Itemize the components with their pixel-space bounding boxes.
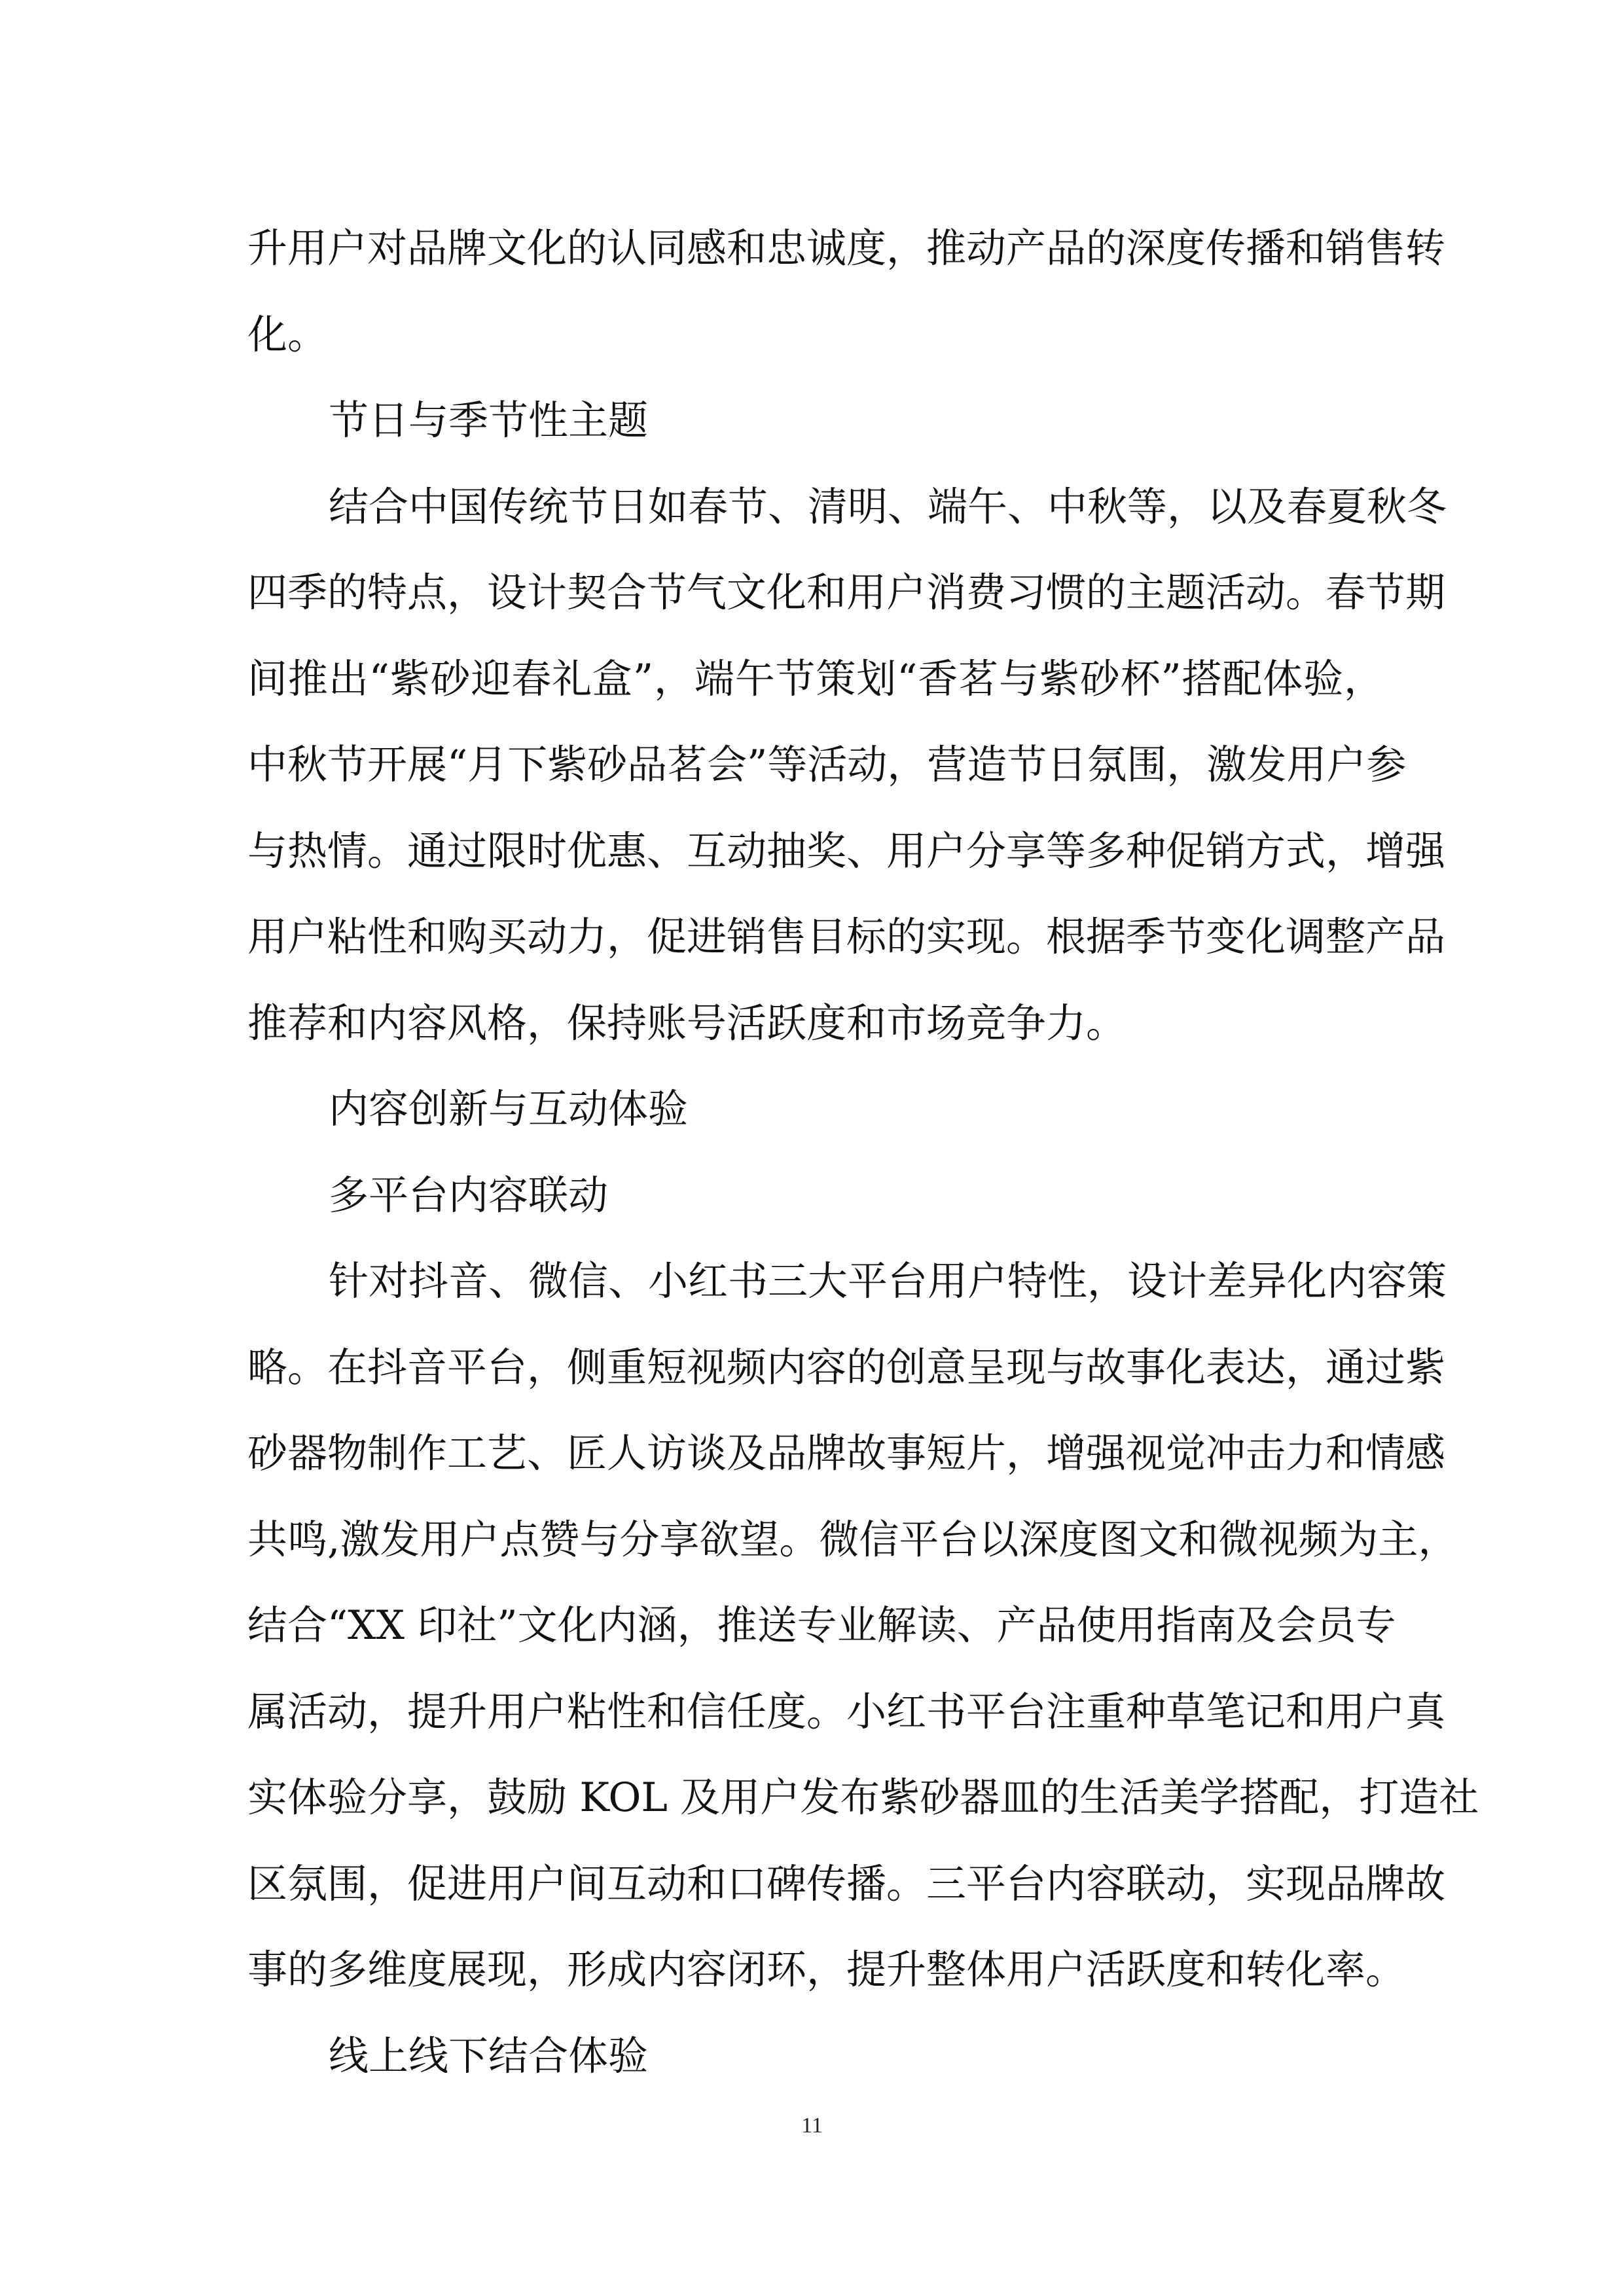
- text-line: 共鸣,激发用户点赞与分享欲望。微信平台以深度图文和微视频为主，: [247, 1516, 1458, 1563]
- text-line: 属活动，提升用户粘性和信任度。小红书平台注重种草笔记和用户真: [247, 1688, 1446, 1735]
- text-line: 升用户对品牌文化的认同感和忠诚度，推动产品的深度传播和销售转: [247, 225, 1446, 272]
- text-line: 针对抖音、微信、小红书三大平台用户特性，设计差异化内容策: [329, 1258, 1447, 1304]
- subsection-heading: 多平台内容联动: [329, 1172, 609, 1219]
- text-line: 事的多维度展现，形成内容闭环，提升整体用户活跃度和转化率。: [247, 1946, 1406, 1993]
- text-line: 间推出“紫砂迎春礼盒”，端午节策划“香茗与紫砂杯”搭配体验，: [247, 655, 1384, 702]
- text-line: 砂器物制作工艺、匠人访谈及品牌故事短片，增强视觉冲击力和情感: [247, 1430, 1446, 1477]
- section-heading: 节日与季节性主题: [329, 397, 649, 444]
- text-line: 结合中国传统节日如春节、清明、端午、中秋等，以及春夏秋冬: [329, 483, 1447, 530]
- text-line: 用户粘性和购买动力，促进销售目标的实现。根据季节变化调整产品: [247, 914, 1446, 960]
- text-line: 化。: [247, 311, 328, 358]
- text-line: 中秋节开展“月下紫砂品茗会”等活动，营造节日氛围，激发用户参: [247, 742, 1407, 788]
- text-line: 四季的特点，设计契合节气文化和用户消费习惯的主题活动。春节期: [247, 569, 1446, 616]
- subsection-heading: 线上线下结合体验: [329, 2032, 649, 2079]
- body-text: [247, 206, 1479, 2099]
- text-line: 实体验分享，鼓励 KOL 及用户发布紫砂器皿的生活美学搭配，打造社: [247, 1774, 1479, 1821]
- page-number: 11: [801, 2113, 823, 2138]
- text-line: 结合“XX 印社”文化内涵，推送专业解读、产品使用指南及会员专: [247, 1602, 1396, 1649]
- text-line: 区氛围，促进用户间互动和口碑传播。三平台内容联动，实现品牌故: [247, 1860, 1446, 1907]
- text-line: 略。在抖音平台，侧重短视频内容的创意呈现与故事化表达，通过紫: [247, 1344, 1446, 1391]
- section-heading: 内容创新与互动体验: [329, 1086, 689, 1132]
- text-line: 推荐和内容风格，保持账号活跃度和市场竞争力。: [247, 999, 1127, 1047]
- text-line: 与热情。通过限时优惠、互动抽奖、用户分享等多种促销方式，增强: [247, 827, 1446, 874]
